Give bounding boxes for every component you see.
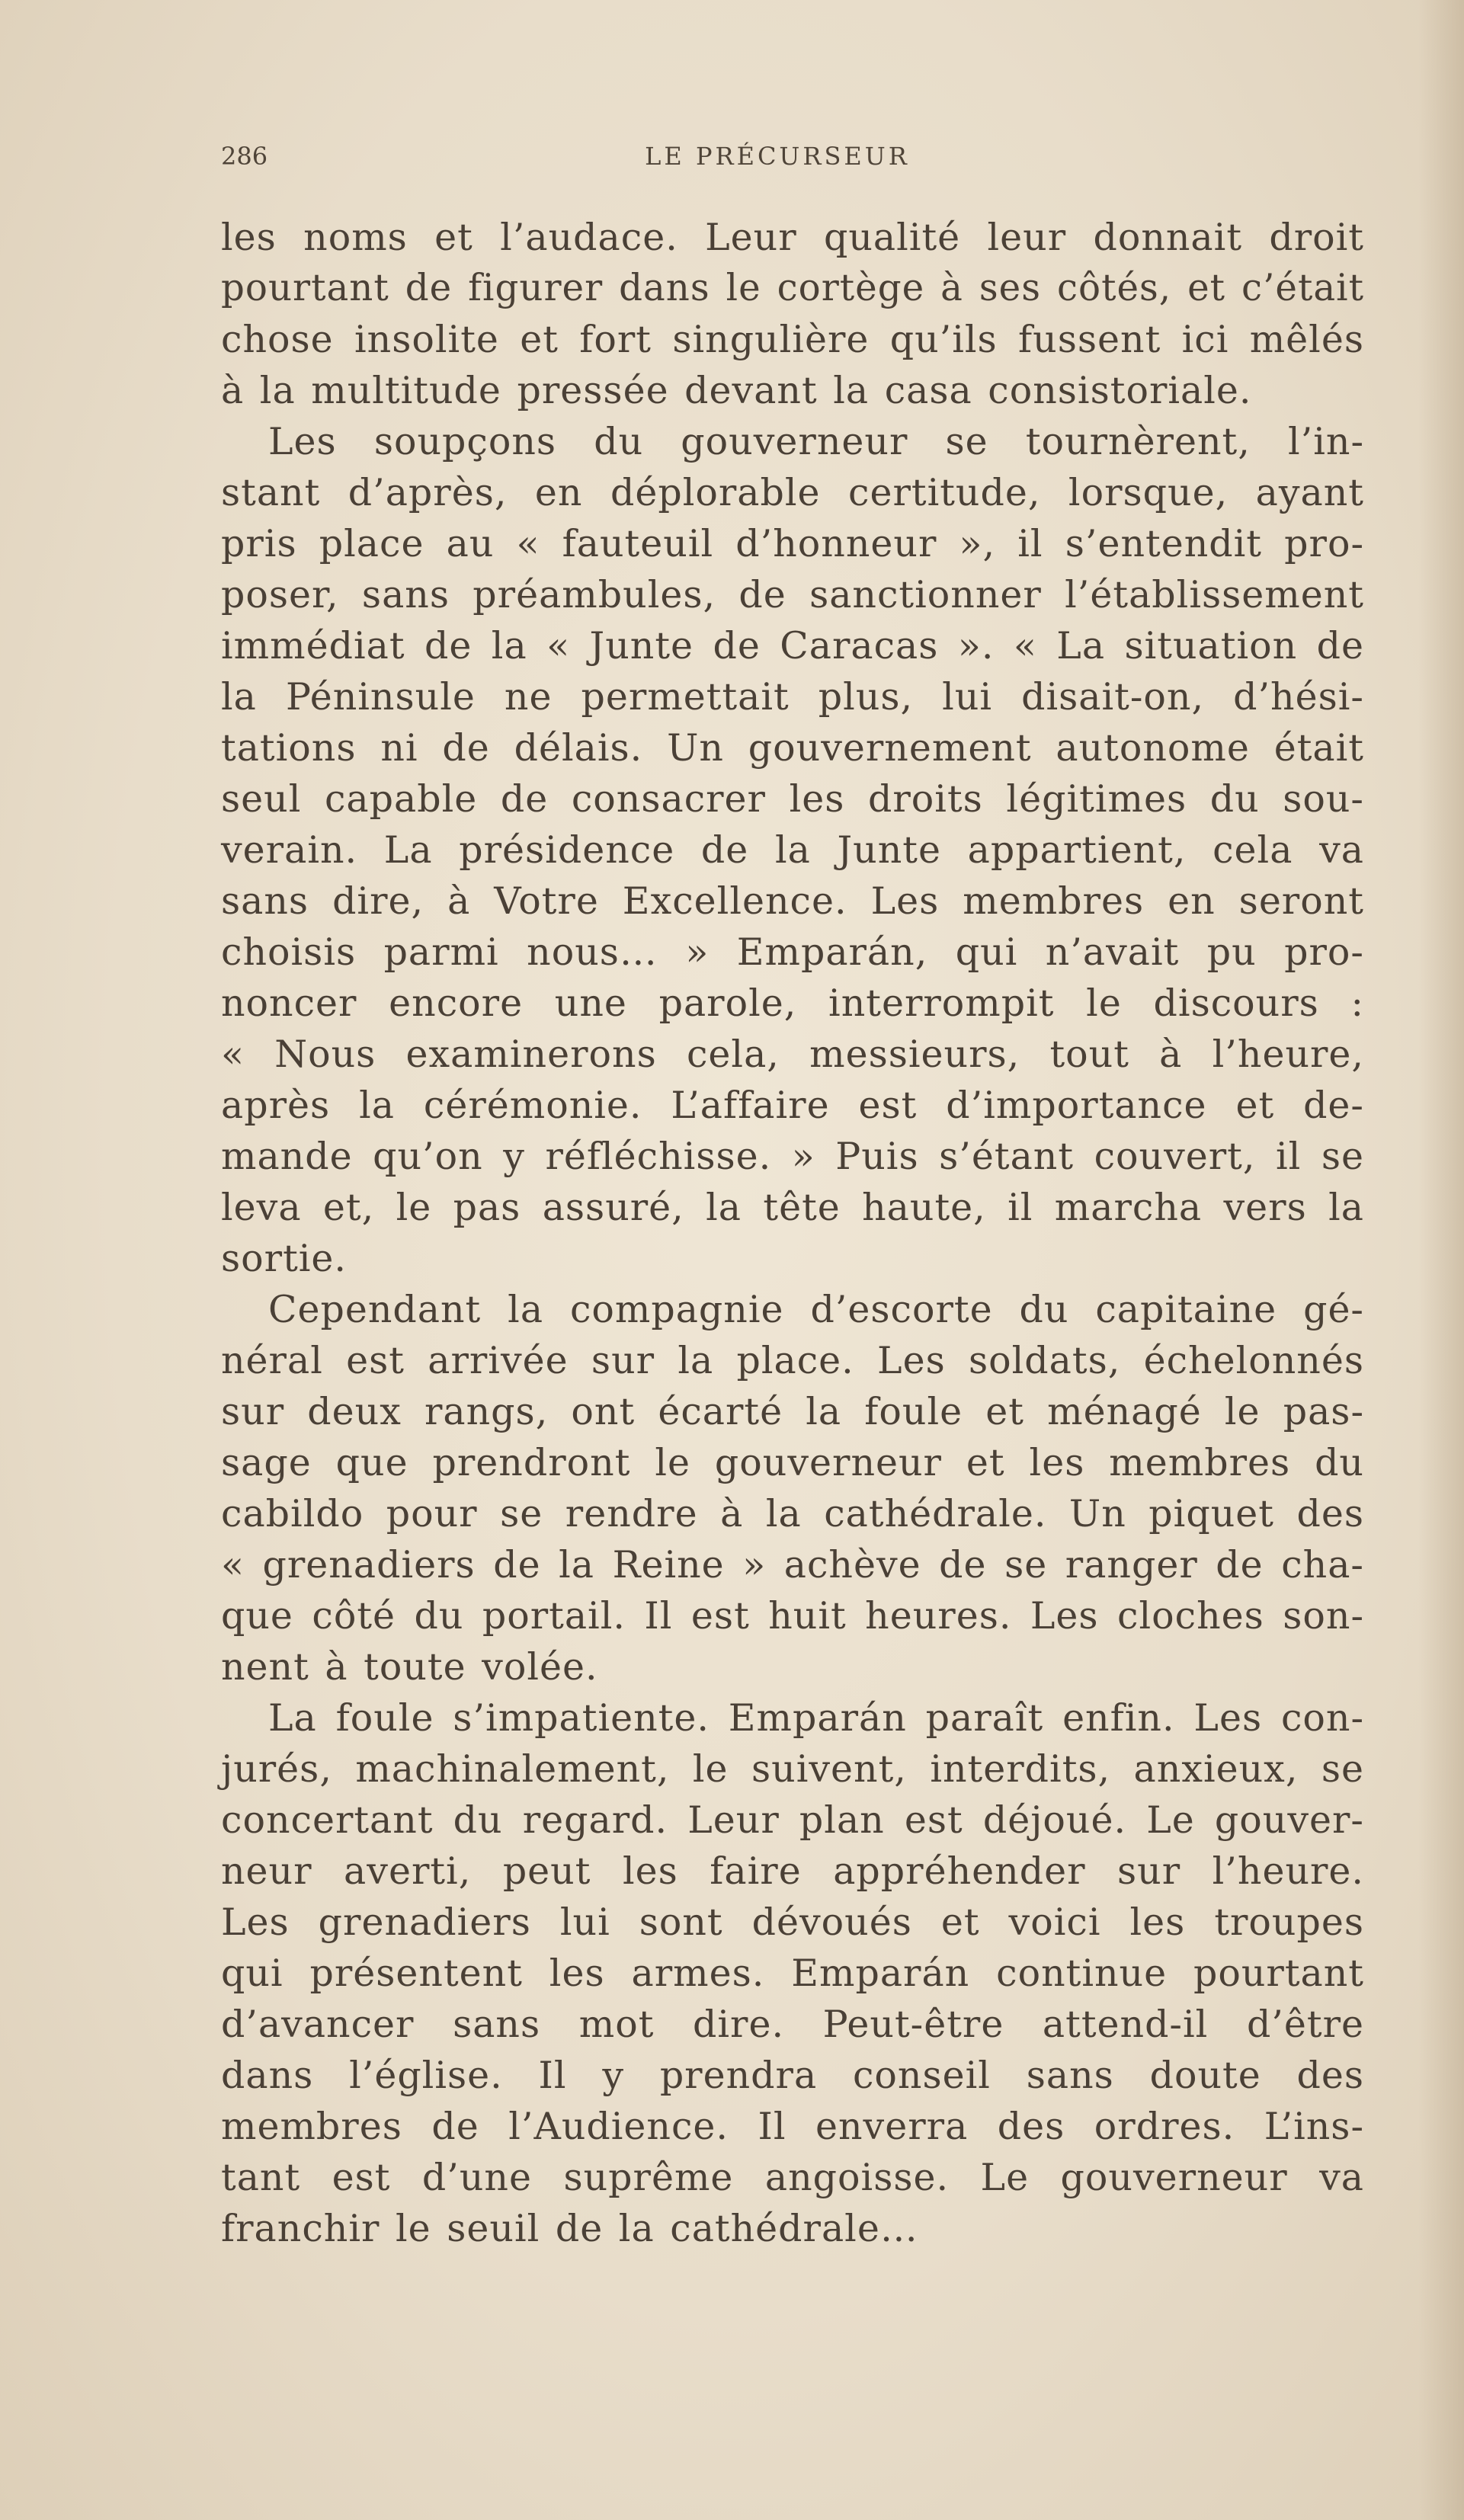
- text-line: la Péninsule ne permettait plus, lui disait-on, d’hési-: [221, 675, 1364, 719]
- text-line: tations ni de délais. Un gouvernement autonome était: [221, 726, 1364, 770]
- text-line: stant d’après, en déplorable certitude, lorsque, ayant: [221, 471, 1364, 514]
- text-line: sur deux rangs, ont écarté la foule et ménagé le pas-: [221, 1390, 1364, 1433]
- text-line: dans l’église. Il y prendra conseil sans doute des: [221, 2054, 1364, 2097]
- text-line: sortie.: [221, 1237, 348, 1280]
- text-line: noncer encore une parole, interrompit le discours :: [221, 981, 1364, 1025]
- text-line: La foule s’impatiente. Emparán paraît enfin. Les con-: [268, 1696, 1364, 1740]
- text-line: néral est arrivée sur la place. Les soldats, échelonnés: [221, 1339, 1364, 1382]
- text-line: neur averti, peut les faire appréhender sur l’heure.: [221, 1849, 1364, 1893]
- text-line: qui présentent les armes. Emparán continue pourtant: [221, 1952, 1364, 1995]
- text-line: franchir le seuil de la cathédrale…: [221, 2207, 918, 2250]
- text-line: d’avancer sans mot dire. Peut-être attend-il d’être: [221, 2003, 1364, 2046]
- text-line: que côté du portail. Il est huit heures. Les cloches son-: [221, 1594, 1364, 1638]
- text-line: Les grenadiers lui sont dévoués et voici les troupes: [221, 1900, 1364, 1944]
- text-line: leva et, le pas assuré, la tête haute, il marcha vers la: [221, 1186, 1364, 1229]
- paragraph: [221, 1692, 1364, 2254]
- text-line: seul capable de consacrer les droits légitimes du sou-: [221, 777, 1364, 821]
- text-line: jurés, machinalement, le suivent, interdits, anxieux, se: [221, 1747, 1364, 1791]
- text-line: chose insolite et fort singulière qu’ils fussent ici mêlés: [221, 318, 1364, 361]
- page-edge-shadow: [1418, 0, 1464, 2520]
- text-line: Cependant la compagnie d’escorte du capitaine gé-: [268, 1288, 1364, 1331]
- text-line: Les soupçons du gouverneur se tournèrent, l’in-: [268, 420, 1364, 463]
- text-line: sans dire, à Votre Excellence. Les membres en seront: [221, 879, 1364, 923]
- text-line: cabildo pour se rendre à la cathédrale. Un piquet des: [221, 1492, 1364, 1535]
- text-line: choisis parmi nous… » Emparán, qui n’avait pu pro-: [221, 930, 1364, 974]
- page-number: 286: [221, 142, 268, 171]
- text-line: à la multitude pressée devant la casa consistoriale.: [221, 369, 1252, 412]
- paragraph: [221, 416, 1364, 1284]
- paragraph: [221, 212, 1364, 416]
- text-line: sage que prendront le gouverneur et les membres du: [221, 1441, 1364, 1484]
- text-line: verain. La présidence de la Junte appartient, cela va: [221, 828, 1364, 872]
- running-title: LE PRÉCURSEUR: [645, 142, 910, 171]
- text-line: membres de l’Audience. Il enverra des ordres. L’ins-: [221, 2105, 1364, 2148]
- text-line: pourtant de figurer dans le cortège à ses côtés, et c’était: [221, 267, 1364, 309]
- paragraph: [221, 1284, 1364, 1692]
- text-line: « Nous examinerons cela, messieurs, tout à l’heure,: [221, 1033, 1364, 1076]
- text-line: les noms et l’audace. Leur qualité leur donnait droit: [221, 216, 1364, 259]
- text-line: poser, sans préambules, de sanctionner l’établissement: [221, 573, 1364, 616]
- text-line: immédiat de la « Junte de Caracas ». « La situation de: [221, 624, 1364, 668]
- text-line: après la cérémonie. L’affaire est d’importance et de-: [221, 1084, 1364, 1127]
- text-line: tant est d’une suprême angoisse. Le gouverneur va: [221, 2156, 1364, 2199]
- text-line: mande qu’on y réfléchisse. » Puis s’étant couvert, il se: [221, 1135, 1364, 1178]
- text-line: concertant du regard. Leur plan est déjoué. Le gouver-: [221, 1798, 1364, 1842]
- running-head: [221, 142, 1334, 180]
- body-text: [221, 212, 1364, 2254]
- text-line: « grenadiers de la Reine » achève de se ranger de cha-: [221, 1543, 1364, 1587]
- text-line: nent à toute volée.: [221, 1645, 598, 1689]
- text-line: pris place au « fauteuil d’honneur », il s’entendit pro-: [221, 522, 1364, 565]
